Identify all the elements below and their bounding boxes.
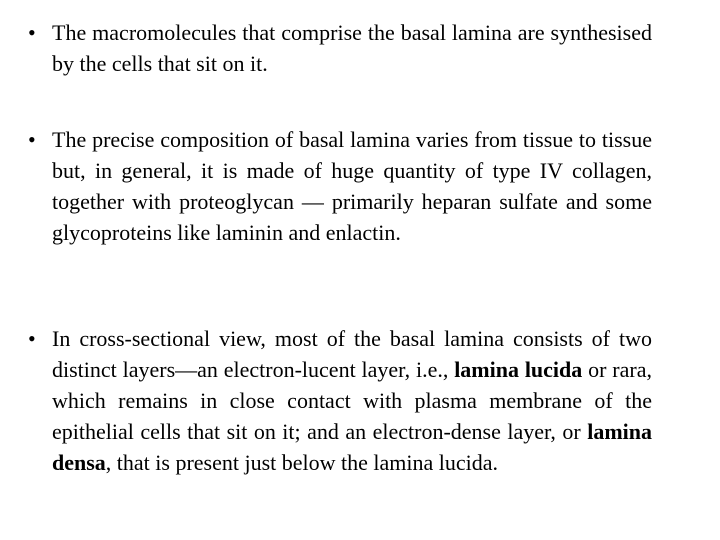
- text-segment: or rara, which remains in close contact with plasma membrane of the epithelial cells that sit on it; and an electron-dense layer, or: [52, 357, 652, 444]
- bullet-icon: •: [28, 326, 36, 351]
- bullet-icon: •: [28, 20, 36, 45]
- bullet-text: The precise composition of basal lamina varies from tissue to tissue but, in general, it is made of huge quantity of type IV collagen, together with proteoglycan — primarily heparan sulfate and some glycoproteins like laminin and enlactin.: [52, 127, 652, 245]
- bullet-text: The macromolecules that comprise the basal lamina are synthesised by the cells that sit on it.: [52, 20, 652, 76]
- bullet-item: [28, 124, 652, 248]
- bullet-text: [52, 323, 652, 478]
- term-lamina-lucida: lamina lucida: [454, 357, 583, 382]
- term-lamina-densa: lamina densa: [52, 419, 652, 475]
- bullet-item: [28, 17, 652, 79]
- bullet-icon: •: [28, 127, 36, 152]
- text-segment: , that is present just below the lamina lucida.: [105, 450, 499, 475]
- text-segment: In cross-sectional view, most of the basal lamina consists of two distinct layers—an electron-lucent layer, i.e.,: [52, 326, 652, 382]
- bullet-item: [28, 323, 652, 478]
